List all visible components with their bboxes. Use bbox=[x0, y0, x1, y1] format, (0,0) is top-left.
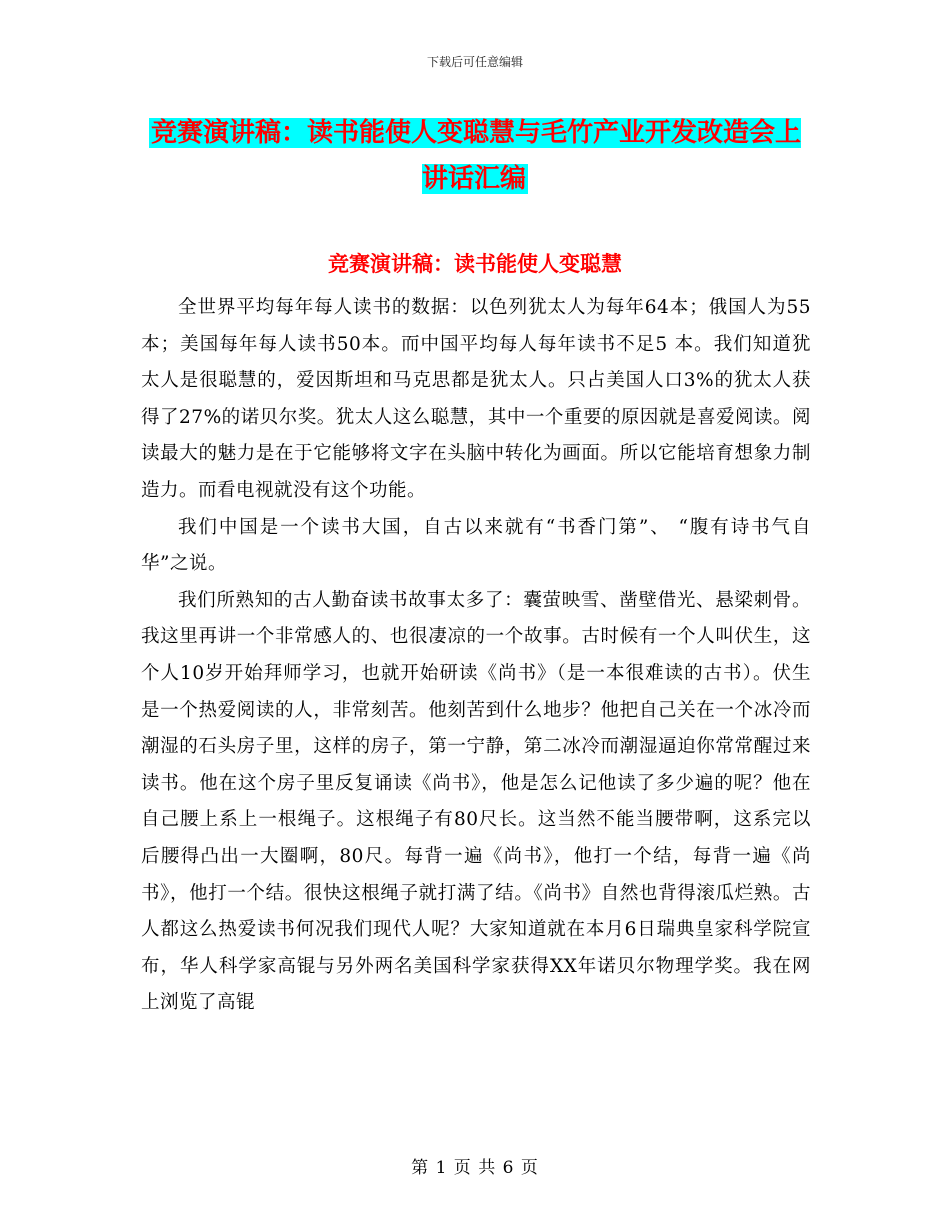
paragraph: 我们所熟知的古人勤奋读书故事太多了：囊萤映雪、凿壁借光、悬梁刺骨。我这里再讲一个非常感人的、也很凄凉的一个故事。古时候有一个人叫伏生，这个人10岁开始拜师学习，也就开始研读《尚书》（是一本很难读的古书）。伏生是一个热爱阅读的人，非常刻苦。他刻苦到什么地步？他把自己关在一个冰冷而潮湿的石头房子里，这样的房子，第一宁静，第二冰冷而潮湿逼迫你常常醒过来读书。他在这个房子里反复诵读《尚书》，他是怎么记他读了多少遍的呢？他在自己腰上系上一根绳子。这根绳子有80尺长。这当然不能当腰带啊，这系完以后腰得凸出一大圈啊，80尺。每背一遍《尚书》，他打一个结，每背一遍《尚书》，他打一个结。很快这根绳子就打满了结。《尚书》自然也背得滚瓜烂熟。古人都这么热爱读书何况我们现代人呢？大家知道就在本月6日瑞典皇家科学院宣布，华人科学家高锟与另外两名美国科学家获得XX年诺贝尔物理学奖。我在网上浏览了高锟 bbox=[141, 589, 811, 1014]
page-footer: 第 1 页 共 6 页 bbox=[411, 1158, 539, 1178]
document-title bbox=[140, 110, 810, 202]
body-text bbox=[141, 290, 811, 1022]
paragraph: 全世界平均每年每人读书的数据：以色列犹太人为每年64本；俄国人为55本；美国每年每人读书50本。而中国平均每人每年读书不足5 本。我们知道犹太人是很聪慧的，爱因斯坦和马克思都是犹太人。只占美国人口3%的犹太人获得了27%的诺贝尔奖。犹太人这么聪慧，其中一个重要的原因就是喜爱阅读。阅读最大的魅力是在于它能够将文字在头脑中转化为画面。所以它能培育想象力制造力。而看电视就没有这个功能。 bbox=[141, 297, 811, 501]
section-subtitle: 竞赛演讲稿：读书能使人变聪慧 bbox=[328, 252, 622, 276]
page-header: 下载后可任意编辑 bbox=[426, 55, 523, 69]
document-title-text: 竞赛演讲稿：读书能使人变聪慧与毛竹产业开发改造会上讲话汇编 bbox=[150, 118, 801, 194]
paragraph: 我们中国是一个读书大国，自古以来就有“书香门第”、 “腹有诗书气自华”之说。 bbox=[141, 516, 811, 575]
